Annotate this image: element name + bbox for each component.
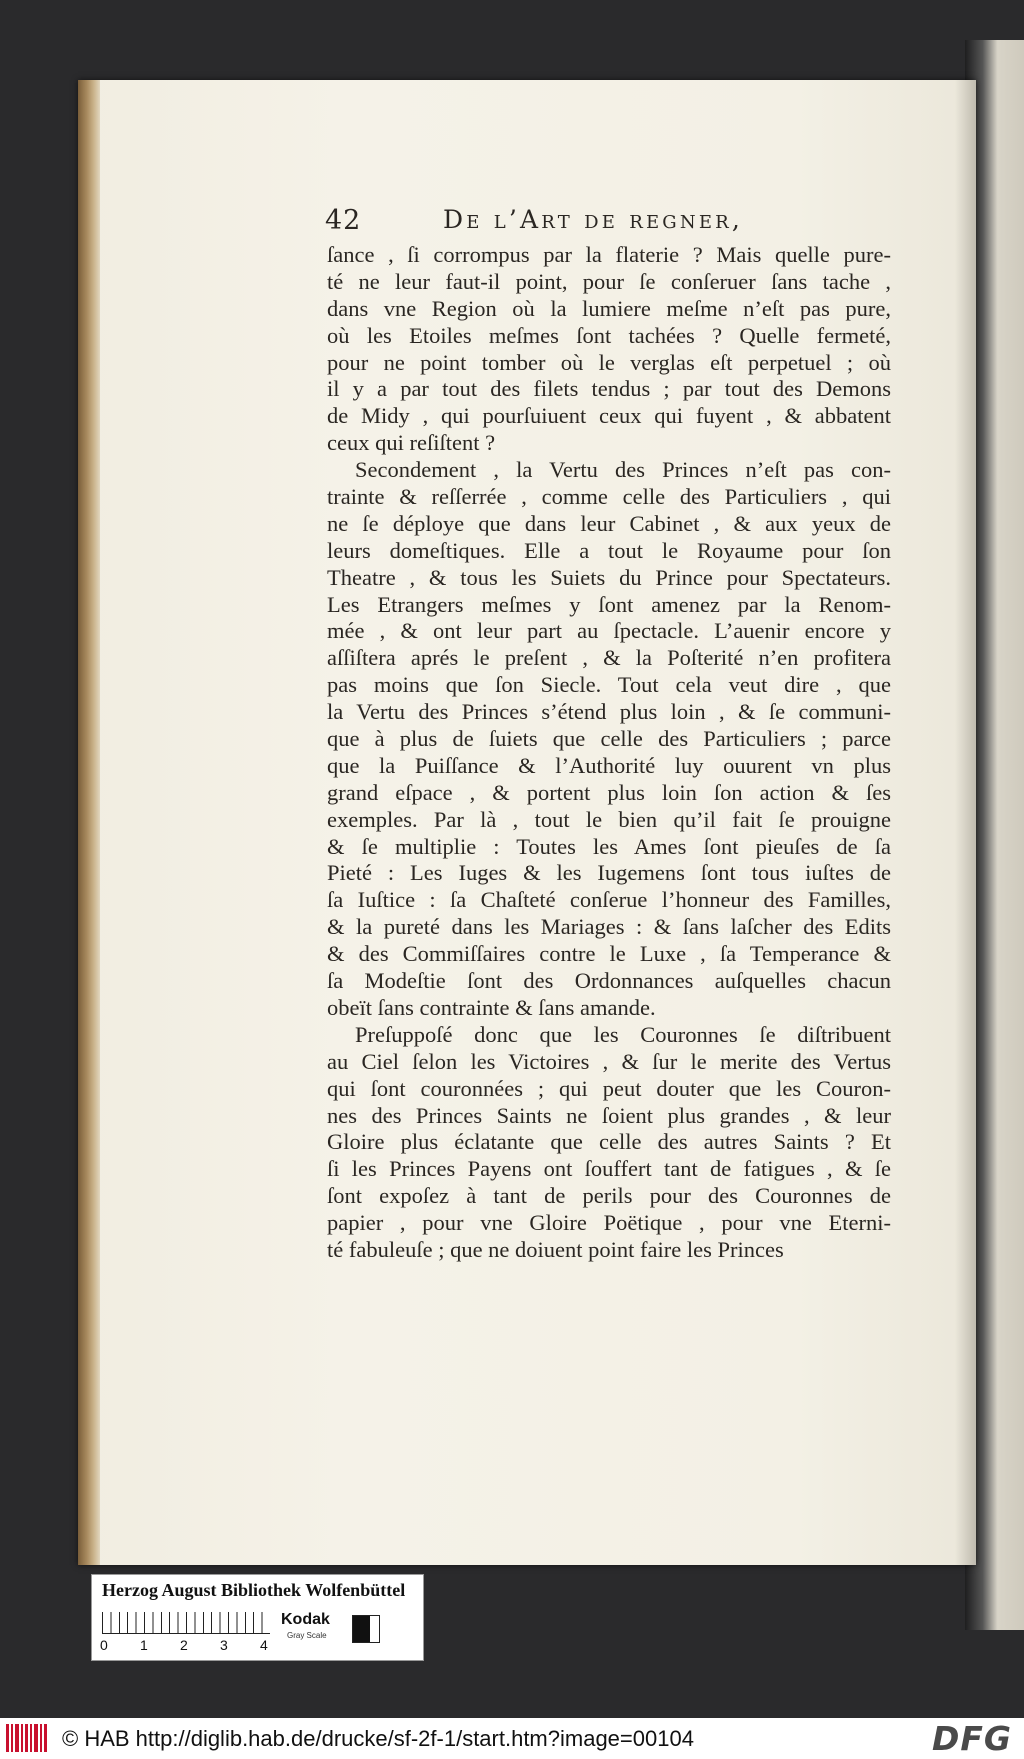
text-line: té fabuleuſe ; que ne doiuent point faire les Princes [327,1236,784,1262]
text-line: ſi les Princes Payens ont ſouffert tant de fatigues , & ſe [327,1156,891,1182]
text-line: nes des Princes Saints ne ſoient plus grandes , & leur [327,1102,891,1128]
text-line: grand eſpace , & portent plus loin ſon action & ſes [327,779,891,805]
scale-number: 1 [140,1637,148,1653]
page-spine-shadow [955,80,976,1565]
text-line: & la pureté dans les Mariages : & ſans laſcher des Edits [327,914,891,940]
grayscale-label: Gray Scale [287,1631,327,1640]
card-title: Herzog August Bibliothek Wolfenbüttel [102,1580,406,1600]
text-line: ſa Modeſtie ſont des Ordonnances auſquelles chacun [327,968,891,994]
text-line: exemples. Par là , tout le bien qu’il fait ſe prouigne [327,806,891,832]
text-line: que à plus de ſuiets que celle des Particuliers ; parce [327,726,891,752]
text-line: papier , pour vne Gloire Poëtique , pour vne Eterni- [327,1210,891,1236]
text-line: ſa Iuſtice : ſa Chaſteté conſerue l’honneur des Familles, [327,887,891,913]
text-line: leurs domeſtiques. Elle a tout le Royaume pour ſon [327,537,891,563]
barcode-logo-icon [6,1724,48,1752]
text-line: pas moins que ſon Siecle. Tout cela veut dire , que [327,672,891,698]
scale-numbers [100,1637,290,1655]
scale-ruler [102,1612,270,1634]
text-line: pour ne point tomber où le verglas eſt perpetuel ; où [327,349,891,375]
text-line: mée , & ont leur part au ſpectacle. L’auenir encore y [327,618,891,644]
running-title: De l’Art de regner, [443,205,744,234]
text-line: ſont expoſez à tant de perils pour des Couronnes de [327,1183,891,1209]
text-line: dans vne Region où la lumiere meſme n’eſt pas pure, [327,295,891,321]
scale-number: 2 [180,1637,188,1653]
footer-credit-link[interactable]: © HAB http://diglib.hab.de/drucke/sf-2f-1/start.htm?image=00104 [62,1726,694,1751]
text-line: il y a par tout des filets tendus ; par tout des Demons [327,376,891,402]
dfg-logo: DFG [931,1719,1012,1758]
scale-number: 0 [100,1637,108,1653]
text-line: Preſuppoſé donc que les Couronnes ſe diſtribuent [355,1021,891,1047]
text-line: Les Etrangers meſmes y ſont amenez par la Renom- [327,591,891,617]
gray-patch [352,1615,380,1643]
text-line: aſſiſtera aprés le preſent , & la Poſterité n’en profitera [327,645,891,671]
page-number: 42 [325,205,362,236]
text-line: ceux qui reſiſtent ? [327,430,496,456]
kodak-label: Kodak [281,1611,330,1628]
page-gilt-edge [78,80,100,1565]
text-line: té ne leur faut-il point, pour ſe conſeruer ſans tache , [327,268,891,294]
scale-number: 4 [260,1637,268,1653]
text-line: Secondement , la Vertu des Princes n’eſt pas con- [355,457,891,483]
footer-bar [0,1718,1024,1759]
text-line: la Vertu des Princes s’étend plus loin , & ſe communi- [327,699,891,725]
text-line: Pieté : Les Iuges & les Iugemens ſont tous iuſtes de [327,860,891,886]
text-block [327,242,891,1264]
text-line: au Ciel ſelon les Victoires , & ſur le merite des Vertus [327,1048,891,1074]
running-head [325,205,901,241]
text-line: qui ſont couronnées ; qui peut douter que les Couron- [327,1075,891,1101]
text-line: & des Commiſſaires contre le Luxe , ſa Temperance & [327,941,891,967]
text-line: & ſe multiplie : Toutes les Ames ſont pieuſes de ſa [327,833,891,859]
text-line: ſance , ſi corrompus par la flaterie ? Mais quelle pure- [327,242,891,267]
text-line: Theatre , & tous les Suiets du Prince pour Spectateurs. [327,564,891,590]
text-line: où les Etoiles meſmes ſont tachées ? Quelle fermeté, [327,322,891,348]
scale-number: 3 [220,1637,228,1653]
text-line: trainte & reſſerrée , comme celle des Particuliers , qui [327,484,891,510]
text-line: ne ſe déploye que dans leur Cabinet , & aux yeux de [327,510,891,536]
text-line: obeït ſans contrainte & ſans amande. [327,994,656,1020]
text-line: de Midy , qui pourſuiuent ceux qui fuyent , & abbatent [327,403,891,429]
text-line: que la Puiſſance & l’Authorité luy ouurent vn plus [327,752,891,778]
color-reference-card [91,1574,424,1661]
text-line: Gloire plus éclatante que celle des autres Saints ? Et [327,1129,891,1155]
